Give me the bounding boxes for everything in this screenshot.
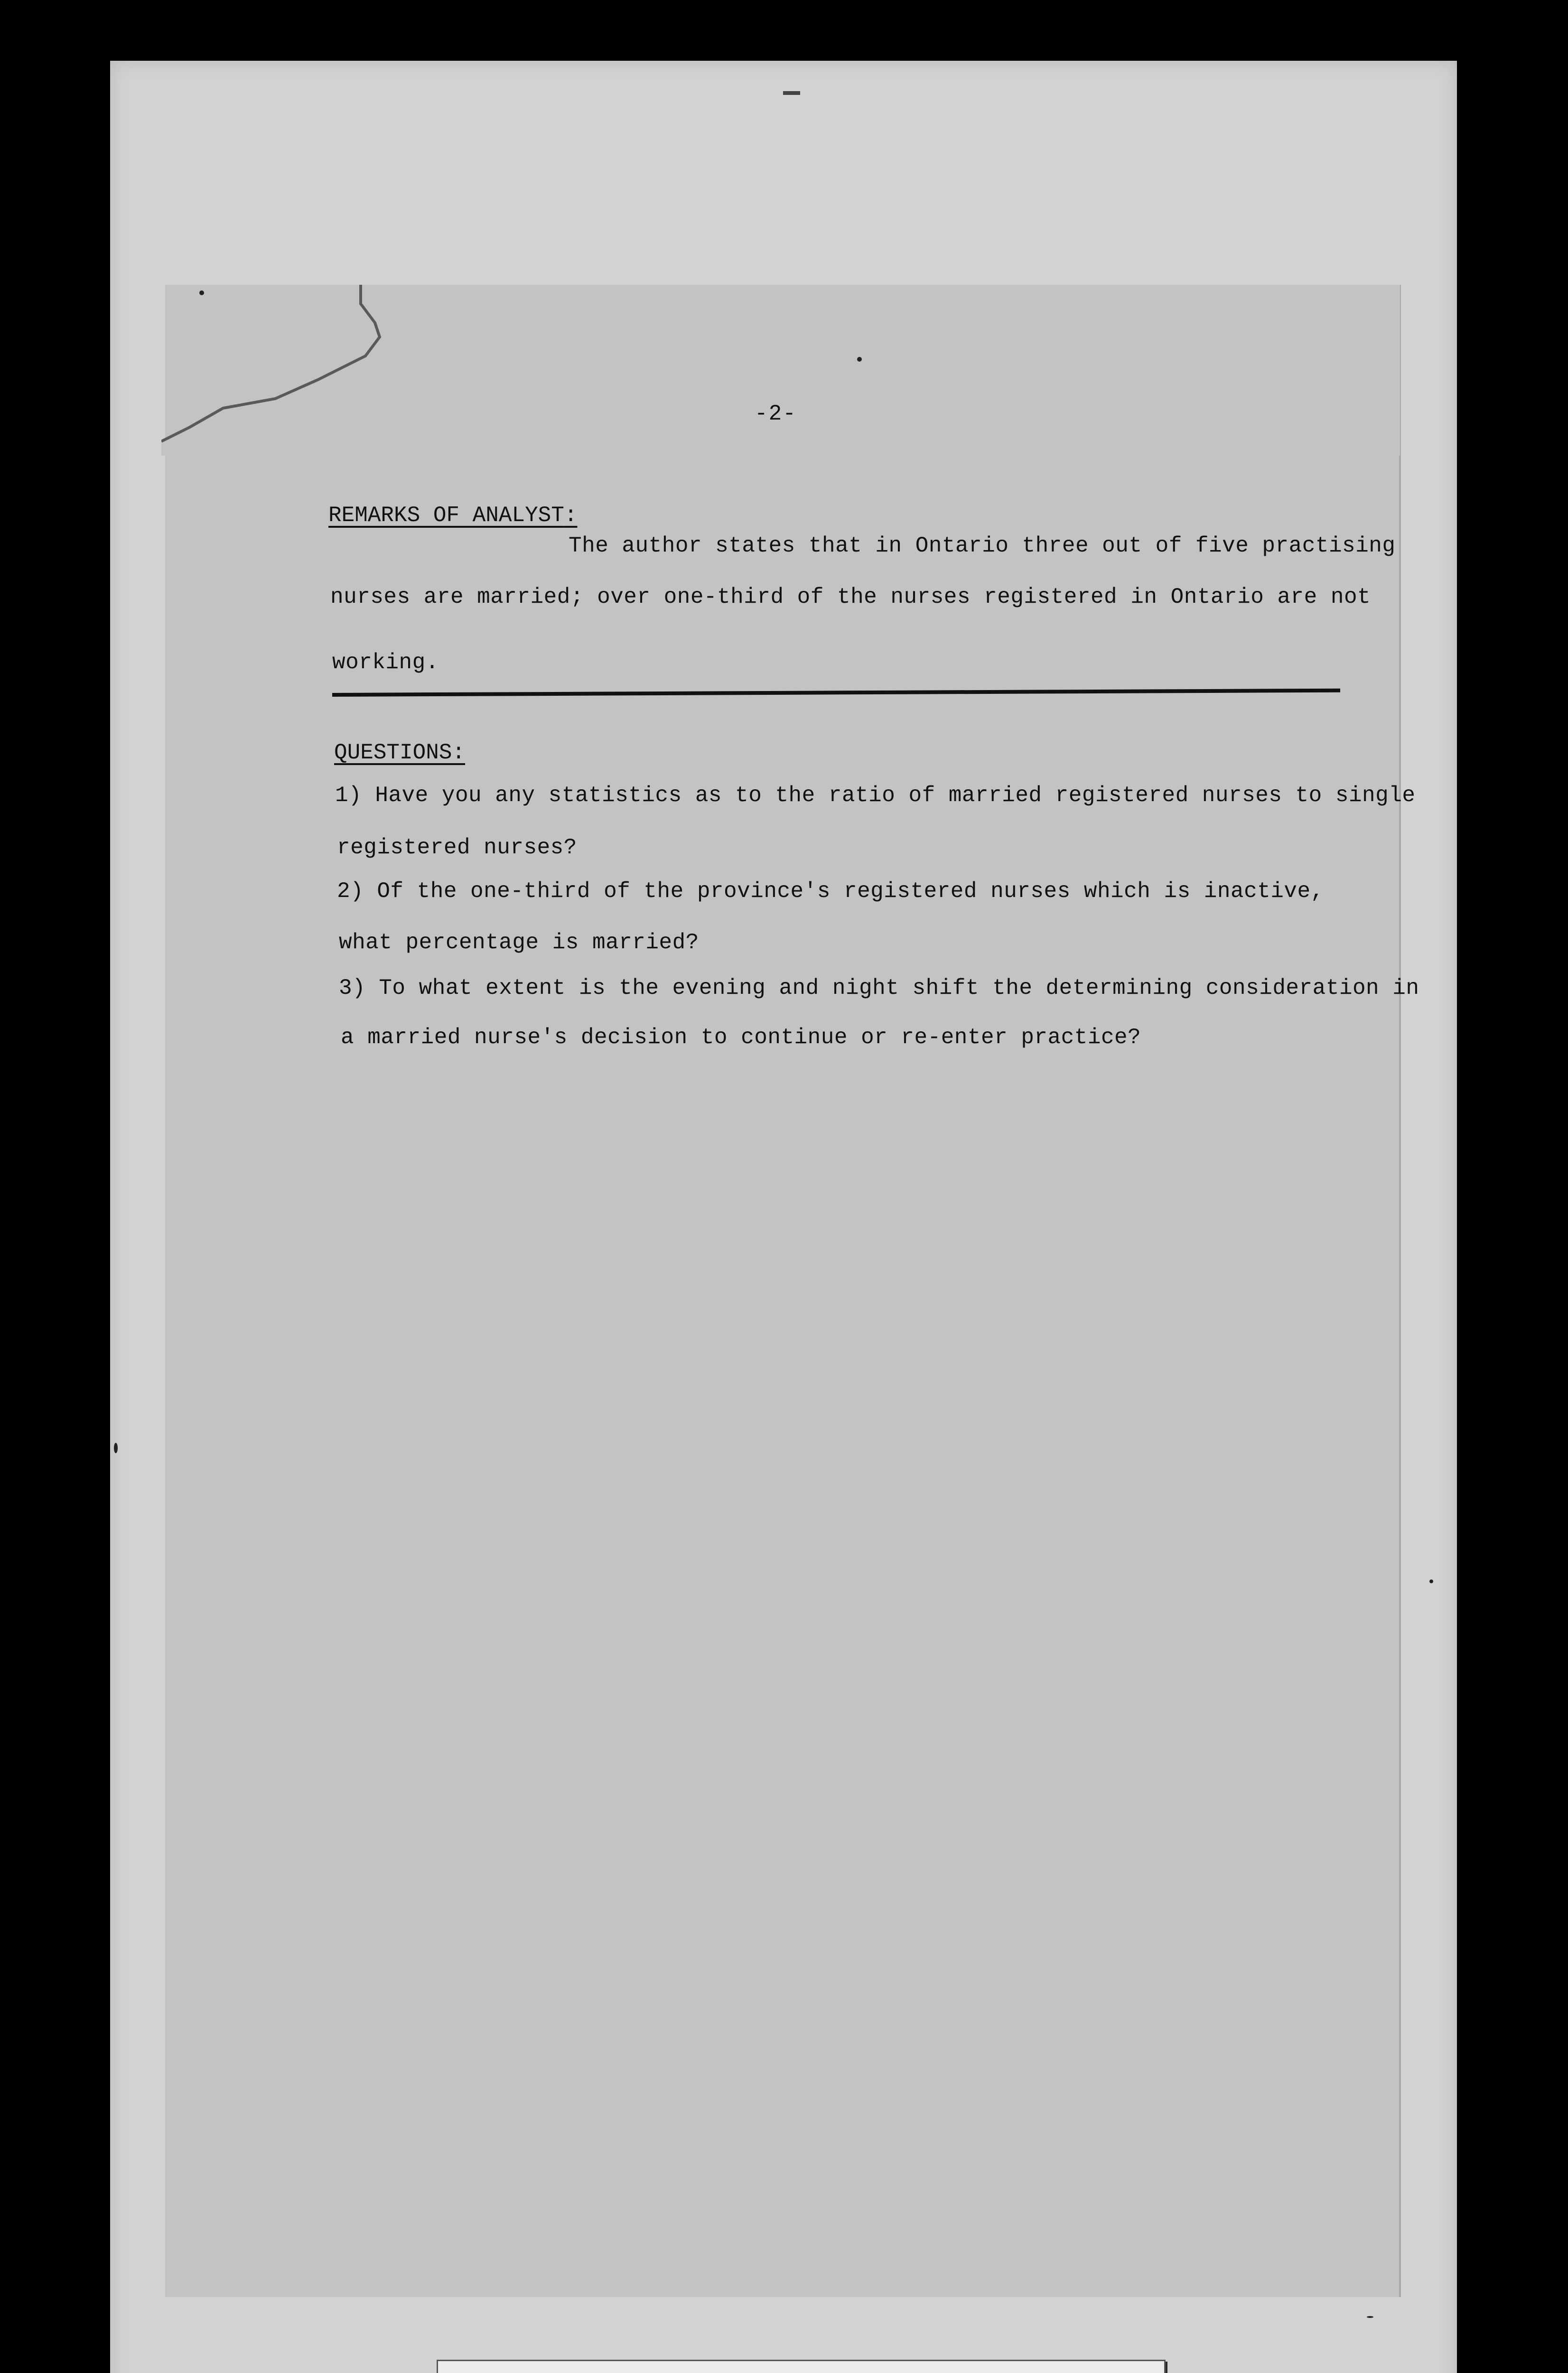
page-number: -2- [755, 402, 797, 426]
top-mark [783, 91, 800, 95]
questions-heading [334, 740, 465, 765]
question-line: 3) To what extent is the evening and night shift the determining consideration in [339, 976, 1419, 1000]
remarks-line: nurses are married; over one-third of the nurses registered in Ontario are not [330, 585, 1371, 609]
questions-heading-colon: : [452, 740, 466, 765]
remarks-heading [328, 503, 578, 528]
question-line: registered nurses? [337, 835, 577, 860]
remarks-heading-colon: : [564, 503, 578, 528]
sheet-top-strip [332, 285, 1400, 456]
question-line: 2) Of the one-third of the province's registered nurses which is inactive, [337, 879, 1324, 904]
question-line: a married nurse's decision to continue or re-enter practice? [341, 1025, 1141, 1050]
question-line: 1) Have you any statistics as to the ratio of married registered nurses to single [335, 783, 1416, 808]
submission-label [437, 2360, 1166, 2373]
questions-heading-text: QUESTIONS [334, 740, 452, 765]
remarks-line: working. [332, 650, 439, 675]
remarks-heading-text: REMARKS OF ANALYST [328, 503, 564, 528]
torn-corner [161, 285, 446, 456]
question-line: what percentage is married? [339, 930, 699, 955]
remarks-line: The author states that in Ontario three out of five practising [569, 533, 1396, 558]
